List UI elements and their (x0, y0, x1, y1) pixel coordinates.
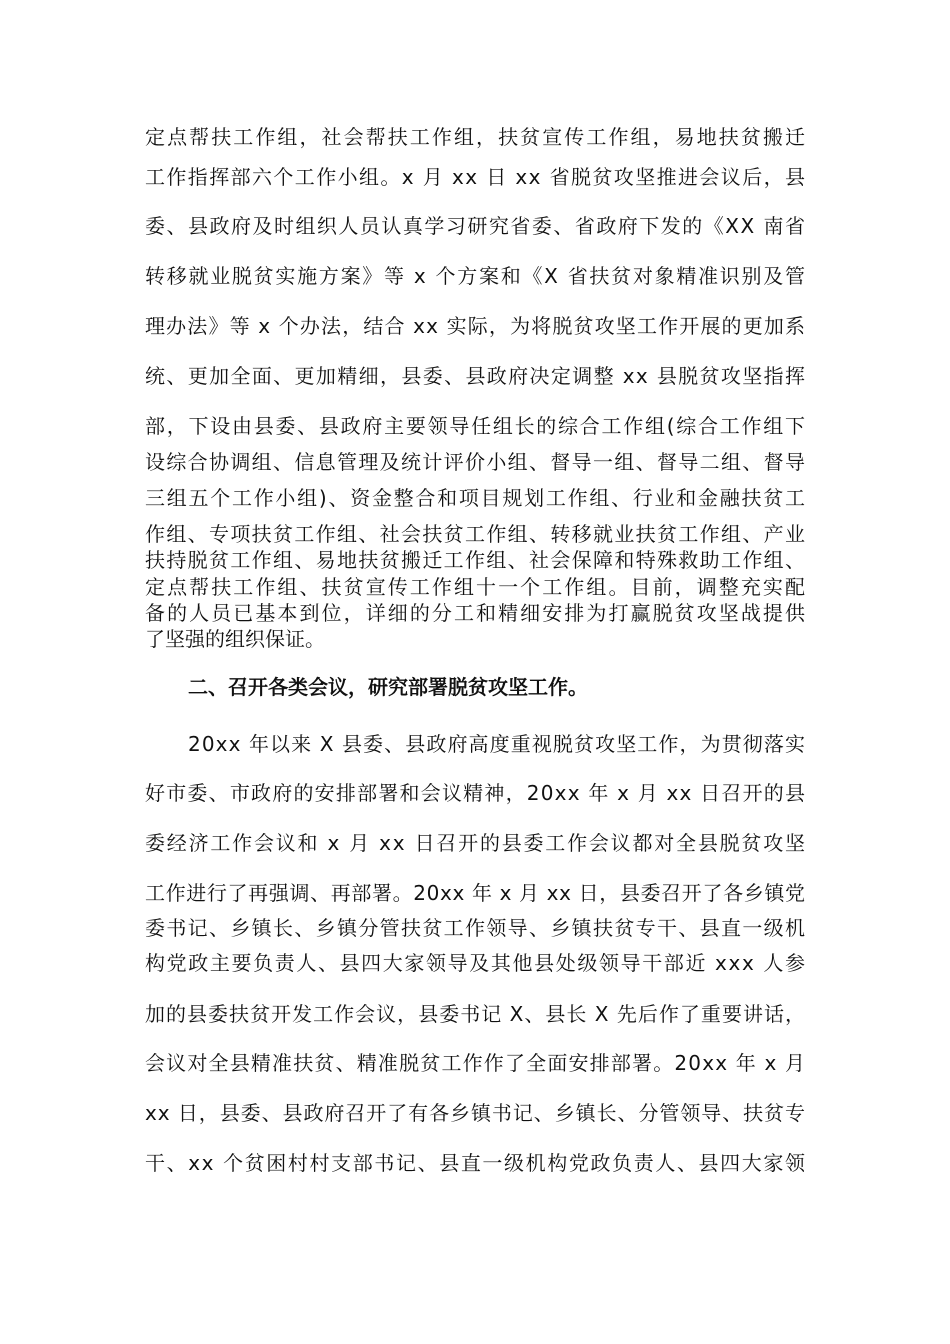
paragraph-line-text: 转移就业脱贫实施方案》等 x 个方案和《X 省扶贫对象精准识别及管 (145, 264, 807, 288)
paragraph-line-text: 工作指挥部六个工作小组。x 月 xx 日 xx 省脱贫攻坚推进会议后，县 (145, 165, 807, 189)
paragraph-line-text: 委书记、乡镇长、乡镇分管扶贫工作领导、乡镇扶贫专干、县直一级机 (145, 916, 807, 940)
paragraph-line-text: xx 日，县委、县政府召开了有各乡镇书记、乡镇长、分管领导、扶贫专 (145, 1101, 806, 1125)
paragraph-line-text: 定点帮扶工作组，社会帮扶工作组，扶贫宣传工作组，易地扶贫搬迁 (145, 125, 808, 149)
paragraph-line-text: 理办法》等 x 个办法，结合 xx 实际，为将脱贫攻坚工作开展的更加系 (145, 314, 807, 338)
paragraph-line-text: 统、更加全面、更加精细，县委、县政府决定调整 xx 县脱贫攻坚指挥 (145, 364, 807, 388)
paragraph-line-text: 设综合协调组、信息管理及统计评价小组、督导一组、督导二组、督导 (145, 450, 807, 474)
paragraph-line-text: 作组、专项扶贫工作组、社会扶贫工作组、转移就业扶贫工作组、产业 (145, 522, 807, 546)
paragraph-line-text: 会议对全县精准扶贫、精准脱贫工作作了全面安排部署。20xx 年 x 月 (145, 1051, 807, 1075)
section-heading-text: 二、召开各类会议，研究部署脱贫攻坚工作。 (188, 675, 588, 699)
paragraph-line-text: 20xx 年以来 X 县委、县政府高度重视脱贫攻坚工作，为贯彻落实 (188, 732, 807, 756)
paragraph-line-text: 构党政主要负责人、县四大家领导及其他县处级领导干部近 xxx 人参 (145, 951, 807, 975)
paragraph-line-text: 三组五个工作小组)、资金整合和项目规划工作组、行业和金融扶贫工 (145, 486, 807, 510)
paragraph-line-text: 干、xx 个贫困村村支部书记、县直一级机构党政负责人、县四大家领 (145, 1151, 807, 1175)
paragraph-line-text: 委、县政府及时组织人员认真学习研究省委、省政府下发的《XX 南省 (145, 214, 807, 238)
paragraph-line-text: 工作进行了再强调、再部署。20xx 年 x 月 xx 日，县委召开了各乡镇党 (145, 881, 806, 905)
paragraph-line-text: 定点帮扶工作组、扶贫宣传工作组十一个工作组。目前，调整充实配 (145, 575, 808, 599)
paragraph-line-text: 了坚强的组织保证。 (145, 627, 325, 651)
paragraph-line-text: 扶持脱贫工作组、易地扶贫搬迁工作组、社会保障和特殊救助工作组、 (145, 548, 807, 572)
paragraph-line-text: 好市委、市政府的安排部署和会议精神，20xx 年 x 月 xx 日召开的县 (145, 781, 807, 805)
paragraph-line-text: 备的人员已基本到位，详细的分工和精细安排为打赢脱贫攻坚战提供 (145, 601, 808, 625)
paragraph-line-text: 部，下设由县委、县政府主要领导任组长的综合工作组(综合工作组下 (145, 414, 807, 438)
paragraph-line-text: 加的县委扶贫开发工作会议，县委书记 X、县长 X 先后作了重要讲话， (145, 1002, 807, 1026)
paragraph-line-text: 委经济工作会议和 x 月 xx 日召开的县委工作会议都对全县脱贫攻坚 (145, 831, 807, 855)
